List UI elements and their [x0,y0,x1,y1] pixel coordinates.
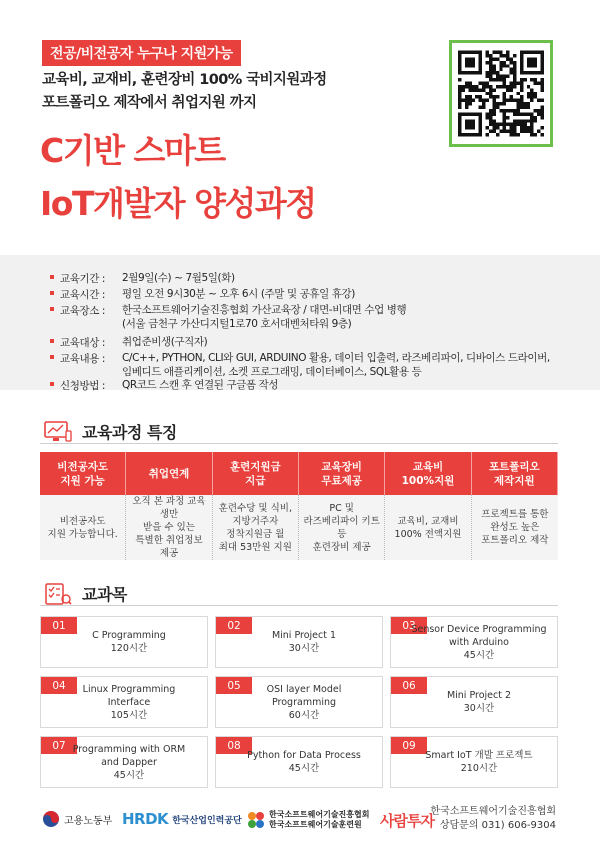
feature-header: 훈련지원금 지급 [213,452,299,495]
course-card: 08 Python for Data Process 45시간 [215,736,383,788]
course-card: 03 Sensor Device Programming with Arduino 45시간 [390,616,558,668]
logo-people-invest: 사람투자 [380,812,434,830]
footer [0,792,600,849]
main-title-line1: C기반 스마트 [40,131,225,170]
course-card: 02 Mini Project 1 30시간 [215,616,383,668]
feature-header: 교육비 100%지원 [385,452,471,495]
subtitle-funding: 교육비, 교재비, 훈련장비 100% 국비지원과정 [42,72,327,88]
course-card: 07 Programming with ORM and Dapper 45시간 [40,736,208,788]
logo-moel: 고용노동부 [42,810,112,828]
course-card: 06 Mini Project 2 30시간 [390,676,558,728]
course-grid [40,616,558,788]
main-title-line2: IoT개발자 양성과정 [40,184,316,223]
curriculum-heading [44,582,127,605]
contact-info [430,805,556,833]
features-table [40,452,558,560]
subtitle-portfolio: 포트폴리오 제작에서 취업지원 까지 [42,95,257,111]
hero-section [0,0,600,255]
curriculum-title: 교과목 [82,585,127,604]
contact-phone[interactable]: 상담문의 031) 606-9304 [439,820,556,831]
feature-cell: 프로젝트를 통한 완성도 높은 포트폴리오 제작 [472,495,558,560]
feature-header: 취업연계 [126,452,212,495]
feature-header: 비전공자도 지원 가능 [40,452,126,495]
pinwheel-icon [246,810,266,830]
course-card: 04 Linux Programming Interface 105시간 [40,676,208,728]
feature-cell: 오직 본 과정 교육생만 받을 수 있는 특별한 취업정보 제공 [126,495,212,560]
course-card: 01 C Programming 120시간 [40,616,208,668]
logo-hrdk: HRDK 한국산업인력공단 [122,810,242,828]
taegeuk-icon [42,810,60,828]
features-divider [40,443,558,444]
feature-header: 포트폴리오 제작지원 [472,452,558,495]
feature-cell: 교육비, 교재비 100% 전액지원 [385,495,471,560]
contact-org: 한국소프트웨어기술진흥협회 [430,806,556,817]
feature-cell: 훈련수당 및 식비, 지방거주자 정착지원금 월 최대 53만원 지원 [213,495,299,560]
feature-header: 교육장비 무료제공 [299,452,385,495]
course-card: 05 OSI layer Model Programming 60시간 [215,676,383,728]
feature-cell: 비전공자도 지원 가능합니다. [40,495,126,560]
feature-cell: PC 및 라즈베리파이 키트 등 훈련장비 제공 [299,495,385,560]
eligibility-badge: 전공/비전공자 누구나 지원가능 [42,40,241,66]
features-heading [44,420,177,443]
curriculum-divider [40,605,558,606]
course-card: 09 Smart IoT 개발 프로젝트 210시간 [390,736,558,788]
features-title: 교육과정 특징 [82,423,177,442]
logo-kosta: 한국소프트웨어기술진흥협회 한국소프트웨어기술훈련원 [246,810,369,830]
course-info-box: 교육기간 : 2월9일(수) ~ 7월5일(화) 교육시간 : 평일 오전 9시30분 ~ 오후 6시 (주말 및 공휴일 휴강) 교육장소 : 한국소프트웨어기술진흥협회 가산교육장 / 대면-비대면 수업 병행 (서울 금천구 가산디지털1로70 호서대벤처타워 9층) 교육대상 : 취업준비생(구직자) 교육내용 : C/C++, PYTHON, CLI와 GUI, ARDUINO 활용, 데이터 입출력, 라즈베리파이, 디바이스 드라이버, 임베디드 애플리케이션, 소켓 프로그래밍, 데이터베이스, SQL활용 등 신청방법 : QR코드 스캔 후 연결된 구글폼 작성 [0,255,600,390]
checklist-icon [44,583,72,605]
monitor-chart-icon [44,421,72,443]
qr-code-icon[interactable] [449,40,553,147]
